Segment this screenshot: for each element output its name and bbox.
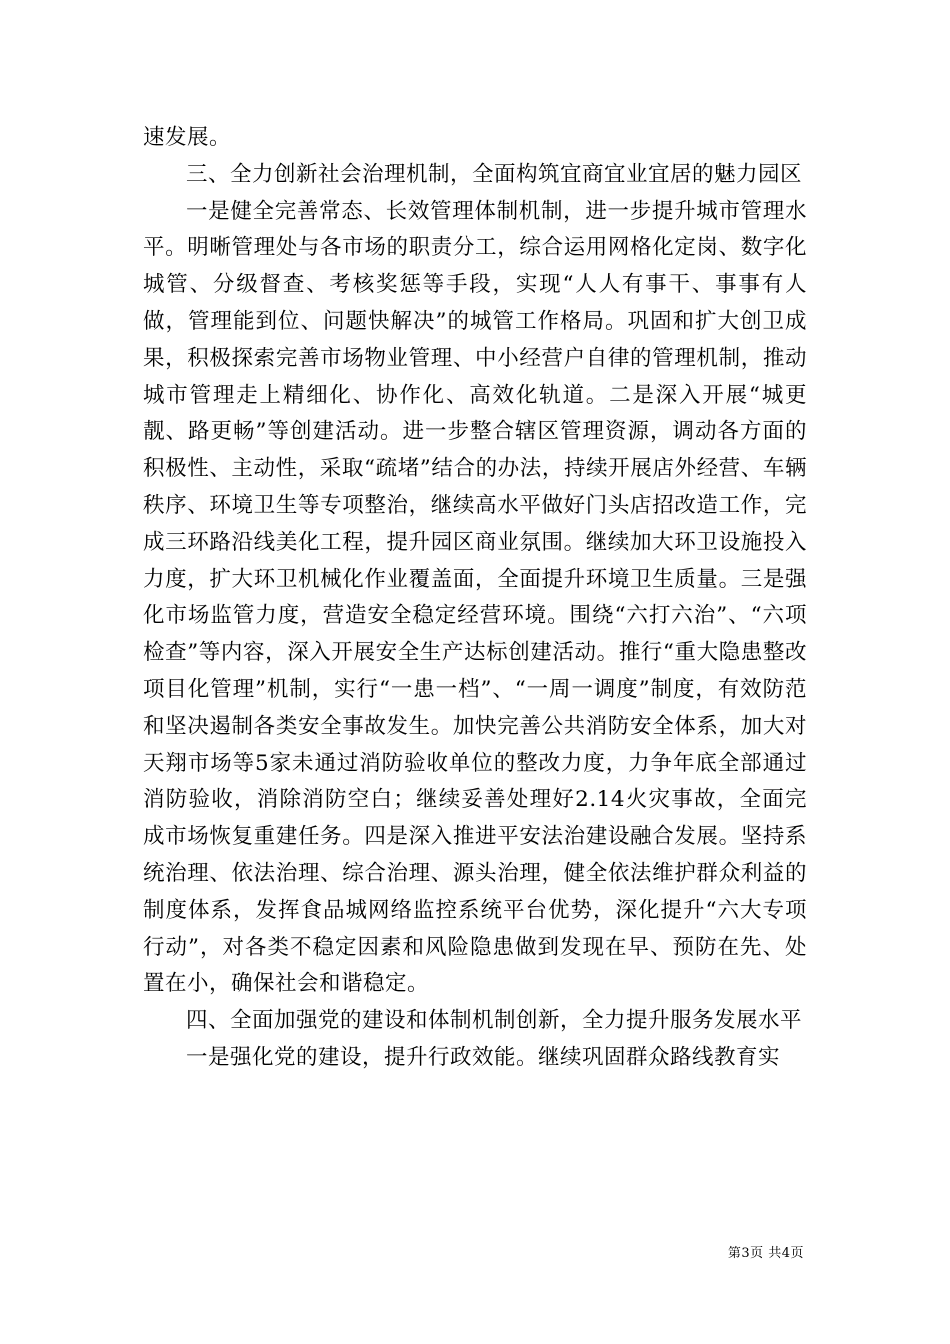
section-heading-three: 三、全力创新社会治理机制，全面构筑宜商宜业宜居的魅力园区 [186,161,803,187]
document-body [143,120,807,1077]
paragraph-section-three-body: 一是健全完善常态、长效管理体制机制，进一步提升城市管理水平。明晰管理处与各市场的职责分工，综合运用网格化定岗、数字化城管、分级督查、考核奖惩等手段，实现“人人有事干、事事有人做，管理能到位、问题快解决”的城管工作格局。巩固和扩大创卫成果，积极探索完善市场物业管理、中小经营户自律的管理机制，推动城市管理走上精细化、协作化、高效化轨道。二是深入开展“城更靓、路更畅”等创建活动。进一步整合辖区管理资源，调动各方面的积极性、主动性，采取“疏堵”结合的办法，持续开展店外经营、车辆秩序、环境卫生等专项整治，继续高水平做好门头店招改造工作，完成三环路沿线美化工程，提升园区商业氛围。继续加大环卫设施投入力度，扩大环卫机械化作业覆盖面，全面提升环境卫生质量。三是强化市场监管力度，营造安全稳定经营环境。围绕“六打六治”、“六项检查”等内容，深入开展安全生产达标创建活动。推行“重大隐患整改项目化管理”机制，实行“一患一档”、“一周一调度”制度，有效防范和坚决遏制各类安全事故发生。加快完善公共消防安全体系，加大对天翔市场等5家未通过消防验收单位的整改力度，力争年底全部通过消防验收，消除消防空白；继续妥善处理好2.14火灾事故，全面完成市场恢复重建任务。四是深入推进平安法治建设融合发展。坚持系统治理、依法治理、综合治理、源头治理，健全依法维护群众利益的制度体系，发挥食品城网络监控系统平台优势，深化提升“六大专项行动”，对各类不稳定因素和风险隐患做到发现在早、预防在先、处置在小，确保社会和谐稳定。 [143,198,807,997]
paragraph-continuation: 速发展。 [143,125,232,150]
section-heading-four: 四、全面加强党的建设和体制机制创新，全力提升服务发展水平 [186,1008,803,1034]
paragraph-section-four-body: 一是强化党的建设，提升行政效能。继续巩固群众路线教育实 [186,1044,781,1070]
page-number: 第3页 共4页 [727,1246,804,1261]
